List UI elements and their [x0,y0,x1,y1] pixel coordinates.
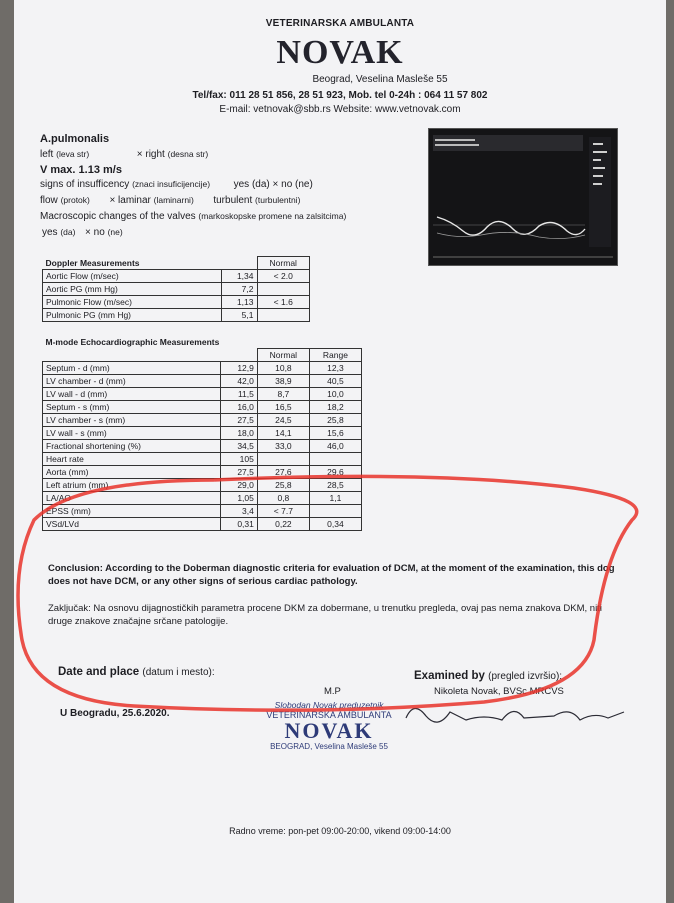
clinic-stamp: Slobodan Novak preduzetnik VETERINARSKA AMBULANTA NOVAK BEOGRAD, Veselina Masleše 55 [266,700,392,751]
conclusion-en: Conclusion: According to the Doberman diagnostic criteria for evaluation of DCM, at the moment of the examination, this dog does not have DCM, or any other signs of serious cardiac pathology. [48,563,615,587]
mmode-cell-value: 34,5 [220,440,257,453]
clinic-type: VETERINARSKA AMBULANTA [265,18,415,29]
mmode-cell-label: LV chamber - s (mm) [43,414,221,427]
macro-answer: yes (da) × no (ne) [42,226,123,238]
doppler-title: Doppler Measurements [45,257,140,268]
insuf-line: signs of insufficency (znaci insuficijencije) yes (da) × no (ne) [40,179,313,191]
red-marker-circle [18,476,637,710]
mmode-cell-value: 29,0 [220,479,257,492]
mmode-cell-range: 10,0 [309,388,361,401]
mmode-cell-normal: 8,7 [257,388,309,401]
mmode-cell-normal: 0,22 [257,518,309,531]
document-page [14,0,666,903]
mmode-cell-normal: < 7.7 [257,505,309,518]
table-row: Aortic Flow (m/sec) 1,34 < 2.0 [43,270,310,283]
mmode-cell-label: Left atrium (mm) [43,479,221,492]
doppler-normal-header: Normal [257,257,310,270]
mmode-cell-range: 46,0 [309,440,361,453]
mmode-cell-label: LV chamber - d (mm) [43,375,221,388]
mmode-cell-value: 105 [220,453,257,466]
mmode-cell-value: 0,31 [220,518,257,531]
mmode-cell-label: Septum - d (mm) [43,362,221,375]
mmode-cell-range: 12,3 [309,362,361,375]
table-row: Aortic PG (mm Hg) 7,2 [43,283,310,296]
working-hours: Radno vreme: pon-pet 09:00-20:00, vikend 09:00-14:00 [229,826,451,836]
mmode-cell-normal: 25,8 [257,479,309,492]
mmode-cell-value: 27,5 [220,414,257,427]
mmode-cell-value: 1,05 [220,492,257,505]
mmode-cell-range: 1,1 [309,492,361,505]
mmode-cell-range: 29,6 [309,466,361,479]
vessel-title: A.pulmonalis [40,133,110,145]
mmode-cell-range: 25,8 [309,414,361,427]
mmode-cell-label: Heart rate [43,453,221,466]
table-row: Pulmonic Flow (m/sec) 1,13 < 1.6 [43,296,310,309]
mmode-cell-value: 3,4 [220,505,257,518]
mmode-cell-label: VSd/LVd [43,518,221,531]
vmax-line: V max. 1.13 m/s [40,163,122,176]
mmode-cell-normal: 14,1 [257,427,309,440]
mmode-cell-range: 18,2 [309,401,361,414]
mmode-range-header: Range [309,349,361,362]
side-line: left (leva str) × right (desna str) [40,148,209,160]
mmode-cell-label: Septum - s (mm) [43,401,221,414]
flow-line: flow (protok) × laminar (laminarni) turbulent (turbulentni) [40,195,301,207]
date-place-label: Date and place (datum i mesto): [58,666,215,678]
mmode-title: M-mode Echocardiographic Measurements [45,337,220,347]
mmode-normal-header: Normal [257,349,309,362]
mmode-cell-normal: 10,8 [257,362,309,375]
mmode-cell-value: 27,5 [220,466,257,479]
mmode-cell-value: 11,5 [220,388,257,401]
mmode-cell-normal: 33,0 [257,440,309,453]
mmode-cell-label: LV wall - s (mm) [43,427,221,440]
mmode-cell-range: 40,5 [309,375,361,388]
clinic-logo: NOVAK [276,34,404,71]
clinic-address: Beograd, Veselina Masleše 55 [312,74,448,85]
mmode-cell-range: 28,5 [309,479,361,492]
mmode-cell-range: 0,34 [309,518,361,531]
mmode-cell-value: 18,0 [220,427,257,440]
mmode-cell-normal: 27,6 [257,466,309,479]
macro-line: Macroscopic changes of the valves (markoskopske promene na zalsitcima) [40,210,347,222]
mmode-cell-normal: 38,9 [257,375,309,388]
mmode-cell-normal: 0,8 [257,492,309,505]
conclusion-sr: Zaključak: Na osnovu dijagnostičkih parametra procene DKM za dobermane, u trenutku pregleda, ovaj pas nema znakova DKM, niti druge znakove značajne srčane patologije. [48,603,602,627]
mmode-cell-normal: 24,5 [257,414,309,427]
clinic-phone: Tel/fax: 011 28 51 856, 28 51 923, Mob. tel 0-24h : 064 11 57 802 [192,90,488,101]
mmode-cell-label: Aorta (mm) [43,466,221,479]
clinic-contact: E-mail: vetnovak@sbb.rs Website: www.vetnovak.com [219,104,461,115]
mmode-cell-value: 42,0 [220,375,257,388]
mmode-cell-range: 15,6 [309,427,361,440]
handwritten-signature [406,708,624,722]
mmode-cell-label: LA/AO [43,492,221,505]
annotation-overlay [14,0,666,903]
mmode-cell-label: EPSS (mm) [43,505,221,518]
mp-label: M.P [324,686,341,697]
table-row: Pulmonic PG (mm Hg) 5,1 [43,309,310,322]
mmode-cell-label: Fractional shortening (%) [43,440,221,453]
mmode-cell-normal: 16,5 [257,401,309,414]
exam-date: U Beogradu, 25.6.2020. [60,708,170,719]
mmode-cell-label: LV wall - d (mm) [43,388,221,401]
mmode-cell-value: 16,0 [220,401,257,414]
examined-by-label: Examined by (pregled izvršio): [414,670,563,682]
vet-name: Nikoleta Novak, BVSc MRCVS [434,686,564,697]
mmode-cell-value: 12,9 [220,362,257,375]
